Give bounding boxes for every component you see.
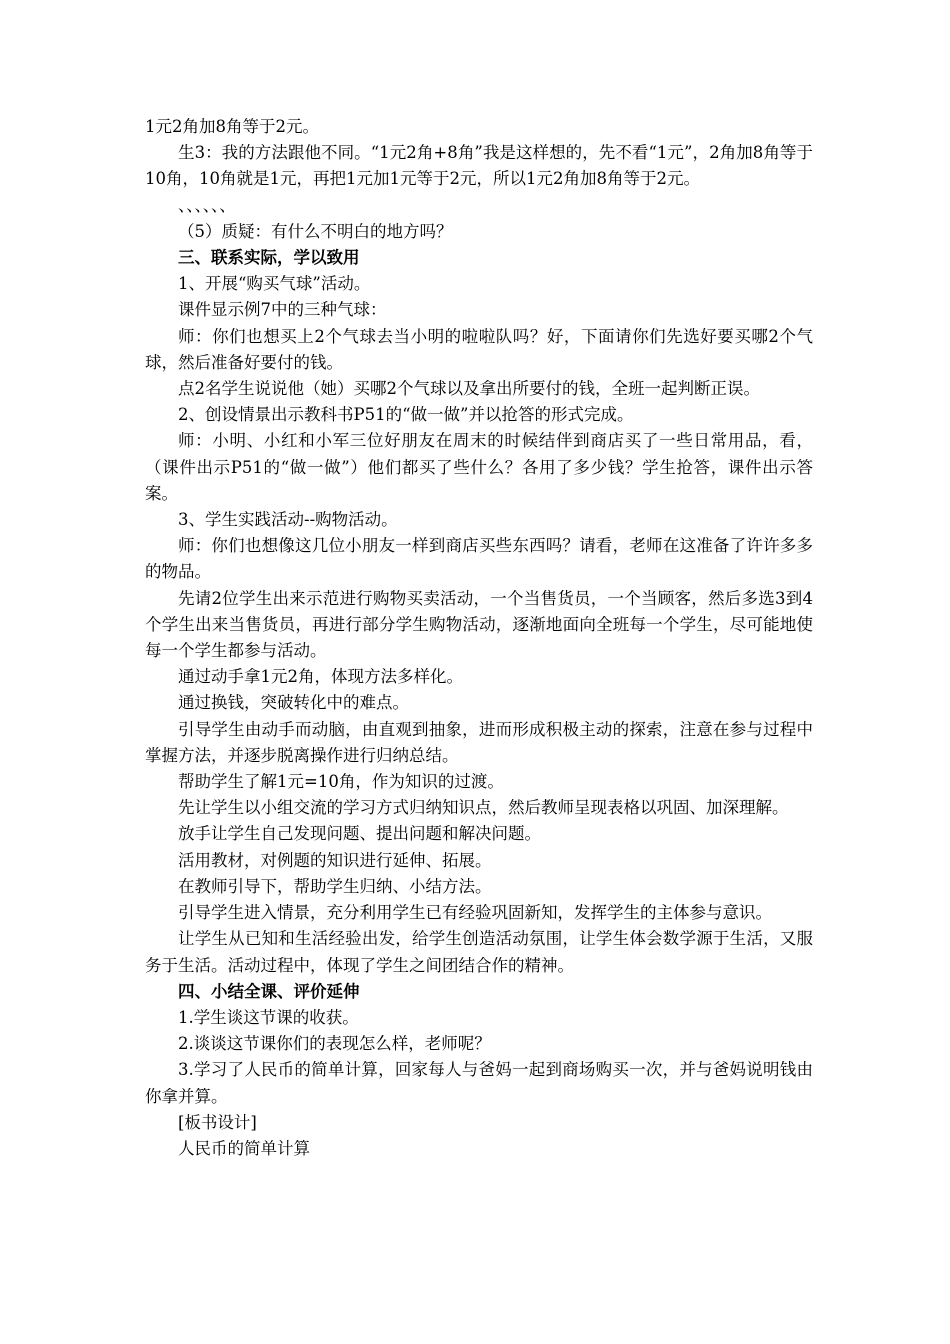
paragraph: 师：小明、小红和小军三位好朋友在周末的时候结伴到商店买了一些日常用品，看，（课件出示P51的“做一做”）他们都买了些什么？各用了多少钱？学生抢答，课件出示答案。 — [145, 431, 813, 503]
paragraph: （5）质疑：有什么不明白的地方吗？ — [178, 221, 453, 241]
paragraph: 先让学生以小组交流的学习方式归纳知识点，然后教师呈现表格以巩固、加深理解。 — [178, 798, 789, 818]
paragraph: 通过动手拿1元2角，体现方法多样化。 — [178, 667, 463, 687]
paragraph: 2、创设情景出示教科书P51的“做一做”并以抢答的形式完成。 — [178, 405, 634, 425]
paragraph: 师：你们也想买上2个气球去当小明的啦啦队吗？好，下面请你们先选好要买哪2个气球，然后准备好要付的钱。 — [145, 326, 813, 372]
section-heading: 四、小结全课、评价延伸 — [178, 981, 360, 1001]
paragraph: 引导学生进入情景，充分利用学生已有经验巩固新知，发挥学生的主体参与意识。 — [178, 903, 772, 923]
paragraph: 通过换钱，突破转化中的难点。 — [178, 693, 409, 713]
paragraph: 师：你们也想像这几位小朋友一样到商店买些东西吗？请看，老师在这准备了许许多多的物品。 — [145, 536, 813, 582]
paragraph: 1.学生谈这节课的收获。 — [178, 1007, 359, 1027]
paragraph: 放手让学生自己发现问题、提出问题和解决问题。 — [178, 824, 541, 844]
paragraph: 活用教材，对例题的知识进行延伸、拓展。 — [178, 850, 492, 870]
document-page — [145, 114, 813, 1162]
section-heading: 三、联系实际，学以致用 — [178, 248, 360, 268]
paragraph: 让学生从已知和生活经验出发，给学生创造活动氛围，让学生体会数学源于生活，又服务于生活。活动过程中，体现了学生之间团结合作的精神。 — [145, 929, 813, 975]
paragraph: 课件显示例7中的三种气球： — [178, 300, 387, 320]
paragraph: 点2名学生说说他（她）买哪2个气球以及拿出所要付的钱，全班一起判断正误。 — [178, 379, 760, 399]
paragraph: 帮助学生了解1元=10角，作为知识的过渡。 — [178, 772, 504, 792]
paragraph: 、、、、、、 — [178, 195, 236, 215]
paragraph: 3、学生实践活动--购物活动。 — [178, 510, 398, 530]
paragraph: 1、开展“购买气球”活动。 — [178, 274, 371, 294]
paragraph: 在教师引导下，帮助学生归纳、小结方法。 — [178, 876, 492, 896]
paragraph: 2.谈谈这节课你们的表现怎么样，老师呢？ — [178, 1034, 491, 1054]
paragraph: 1元2角加8角等于2元。 — [145, 117, 319, 136]
paragraph: [板书设计] — [178, 1112, 257, 1132]
paragraph: 人民币的简单计算 — [178, 1138, 310, 1158]
paragraph: 3.学习了人民币的简单计算，回家每人与爸妈一起到商场购买一次，并与爸妈说明钱由你拿并算。 — [145, 1060, 813, 1106]
paragraph: 生3：我的方法跟他不同。“1元2角+8角”我是这样想的，先不看“1元”，2角加8角等于10角，10角就是1元，再把1元加1元等于2元，所以1元2角加8角等于2元。 — [145, 143, 813, 189]
paragraph: 引导学生由动手而动脑，由直观到抽象，进而形成积极主动的探索，注意在参与过程中掌握方法，并逐步脱离操作进行归纳总结。 — [145, 719, 813, 765]
paragraph: 先请2位学生出来示范进行购物买卖活动，一个当售货员，一个当顾客，然后多选3到4个学生出来当售货员，再进行部分学生购物活动，逐渐地面向全班每一个学生，尽可能地使每一个学生都参与活动。 — [145, 588, 813, 661]
